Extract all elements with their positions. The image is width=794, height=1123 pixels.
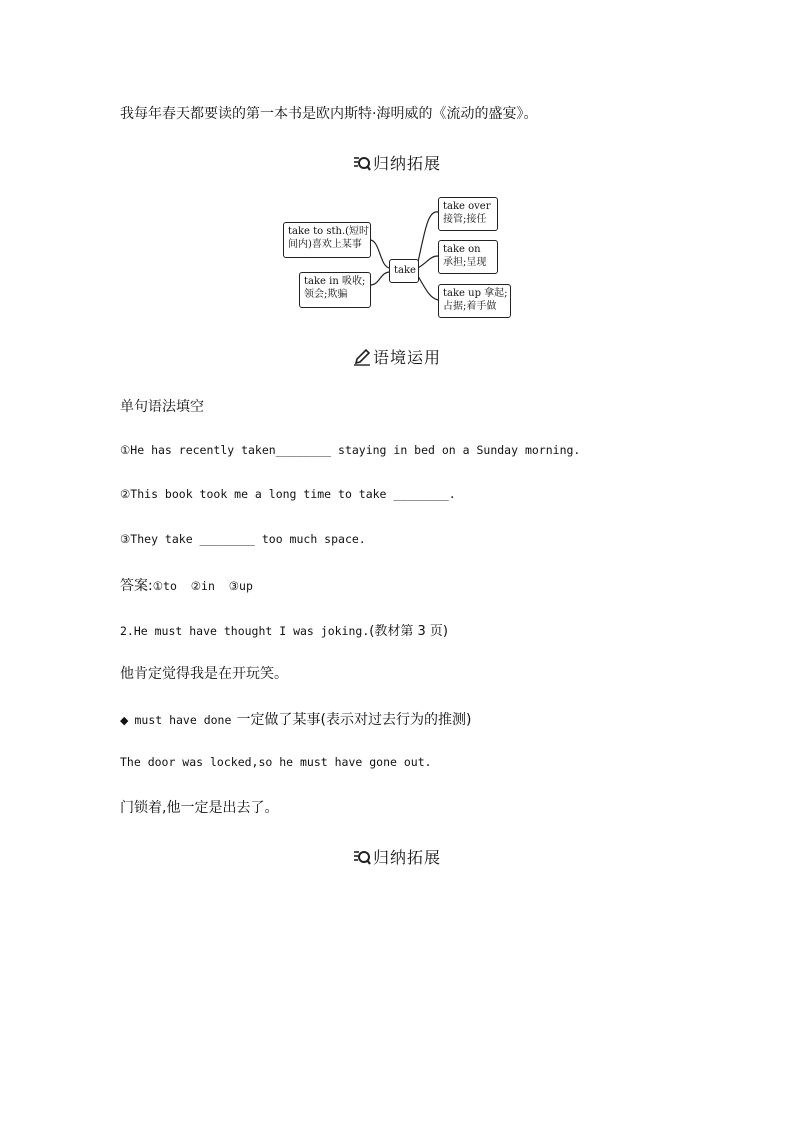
intro-sentence: 我每年春天都要读的第一本书是欧内斯特·海明威的《流动的盛宴》。 [120,106,538,122]
mind-map-node-take-on: take on 承担;呈现 [438,240,498,274]
pattern-line [120,709,471,729]
item-2-sentence [120,620,448,639]
heading-context-text: 语境运用 [372,348,441,367]
heading-summary-2 [0,845,794,868]
pattern-chinese: 一定做了某事(表示对过去行为的推测) [236,712,472,728]
mind-map-center-take: take [389,259,419,283]
mind-map-node-take-to: take to sth.(短时 间内)喜欢上某事 [283,222,371,258]
example-chinese: 门锁着,他一定是出去了。 [120,800,279,816]
diamond-bullet-icon: ◆ [120,714,129,727]
exercise-item-2: ②This book took me a long time to take ________. [120,487,456,501]
mind-map-node-take-up: take up 拿起; 占据;着手做 [438,284,511,318]
item-2-translation: 他肯定觉得我是在开玩笑。 [120,666,288,682]
heading-summary-2-text: 归纳拓展 [372,848,441,867]
answer-items: ①to ②in ③up [152,579,253,593]
magnifier-list-icon [353,848,371,866]
example-english: The door was locked,so he must have gone out. [120,755,432,769]
mind-map-node-take-over: take over 接管;接任 [438,197,498,231]
answer-label: 答案: [120,578,153,594]
item-2-english: 2.He must have thought I was joking. [120,624,370,638]
heading-context [0,345,794,368]
exercise-item-3: ③They take ________ too much space. [120,532,366,546]
pattern-english: must have done [134,713,232,727]
item-2-reference: (教材第 3 页) [369,624,448,639]
heading-summary-text: 归纳拓展 [372,154,441,173]
pencil-icon [353,348,371,366]
answer-line [120,575,253,595]
exercise-title: 单句语法填空 [120,399,204,415]
mind-map-node-take-in: take in 吸收; 领会;欺骗 [299,272,371,308]
exercise-item-1: ①He has recently taken________ staying in bed on a Sunday morning. [120,443,581,457]
